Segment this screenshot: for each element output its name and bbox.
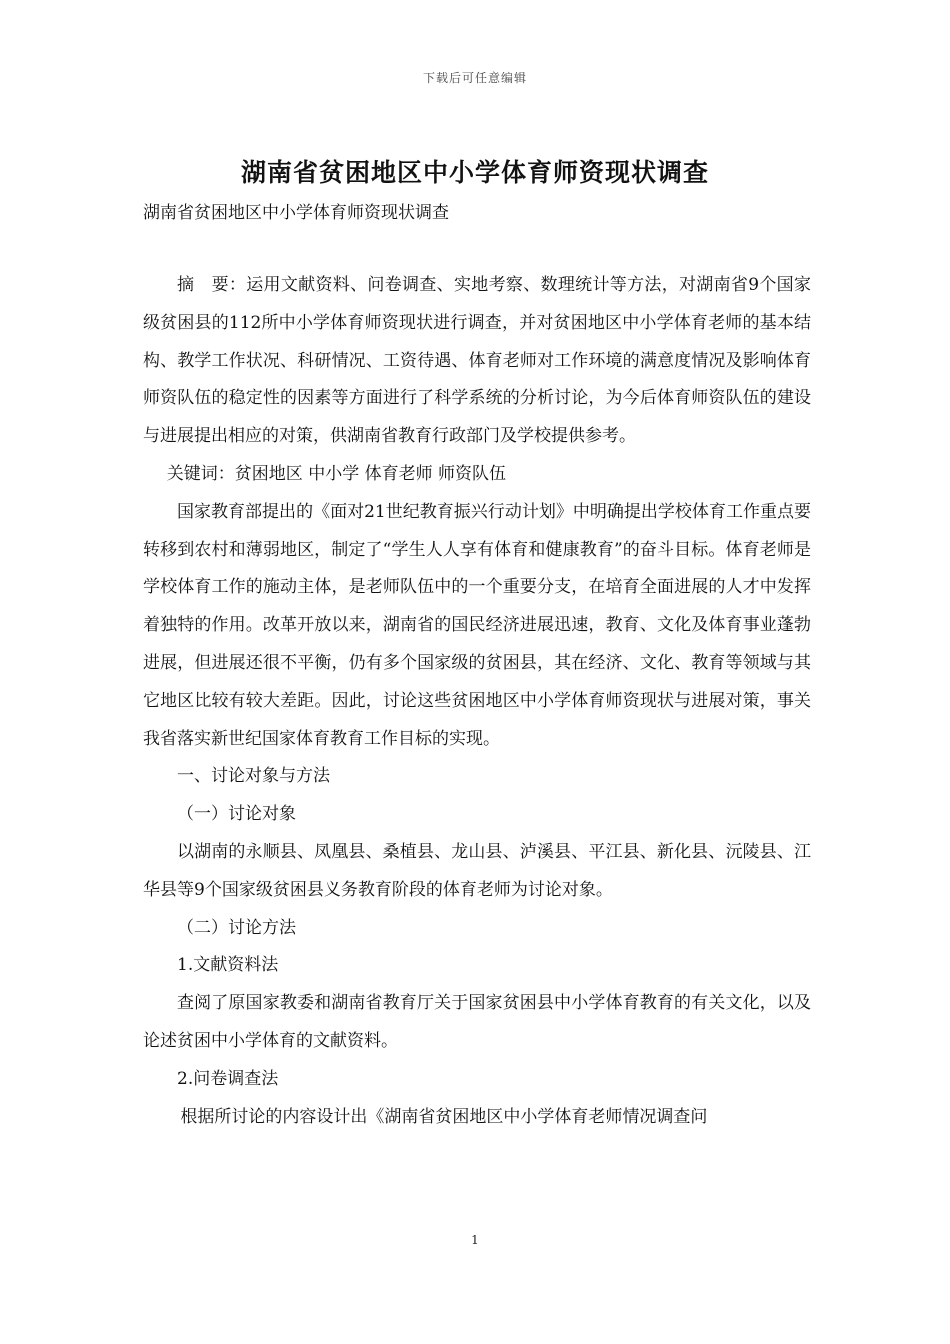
document-subtitle: 湖南省贫困地区中小学体育师资现状调查 <box>143 203 449 223</box>
method-heading-1: 1.文献资料法 <box>177 955 279 976</box>
subsection-heading-2: （二）讨论方法 <box>177 917 296 938</box>
keywords-paragraph: 关键词：贫困地区 中小学 体育老师 师资队伍 <box>166 463 507 484</box>
questionnaire-method-paragraph: 根据所讨论的内容设计出《湖南省贫困地区中小学体育老师情况调查问 <box>180 1106 708 1127</box>
header-note: 下载后可任意编辑 <box>422 71 527 85</box>
page-number: 1 <box>471 1233 479 1247</box>
document-title: 湖南省贫困地区中小学体育师资现状调查 <box>240 158 709 187</box>
section-heading-1: 一、讨论对象与方法 <box>177 766 330 787</box>
subsection-heading-1: （一）讨论对象 <box>177 804 296 825</box>
abstract-paragraph: 摘 要：运用文献资料、问卷调查、实地考察、数理统计等方法，对湖南省9个国家级贫困县的112所中小学体育师资现状进行调查，并对贫困地区中小学体育老师的基本结构、教学工作状况、科研情况、工资待遇、体育老师对工作环境的满意度情况及影响体育师资队伍的稳定性的因素等方面进行了科学系统的分析讨论，为今后体育师资队伍的建设与进展提出相应的对策，供湖南省教育行政部门及学校提供参考。 <box>143 275 811 447</box>
literature-method-paragraph: 查阅了原国家教委和湖南省教育厅关于国家贫困县中小学体育教育的有关文化，以及论述贫困中小学体育的文献资料。 <box>143 993 811 1051</box>
document-body <box>143 267 811 1136</box>
method-heading-2: 2.问卷调查法 <box>177 1068 279 1089</box>
research-object-paragraph: 以湖南的永顺县、凤凰县、桑植县、龙山县、泸溪县、平江县、新化县、沅陵县、江华县等9个国家级贫困县义务教育阶段的体育老师为讨论对象。 <box>143 841 811 900</box>
introduction-paragraph: 国家教育部提出的《面对21世纪教育振兴行动计划》中明确提出学校体育工作重点要转移到农村和薄弱地区，制定了“学生人人享有体育和健康教育”的奋斗目标。体育老师是学校体育工作的施动主体，是老师队伍中的一个重要分支，在培育全面进展的人才中发挥着独特的作用。改革开放以来，湖南省的国民经济进展迅速，教育、文化及体育事业蓬勃进展，但进展还很不平衡，仍有多个国家级的贫困县，其在经济、文化、教育等领域与其它地区比较有较大差距。因此，讨论这些贫困地区中小学体育师资现状与进展对策，事关我省落实新世纪国家体育教育工作目标的实现。 <box>143 501 811 749</box>
